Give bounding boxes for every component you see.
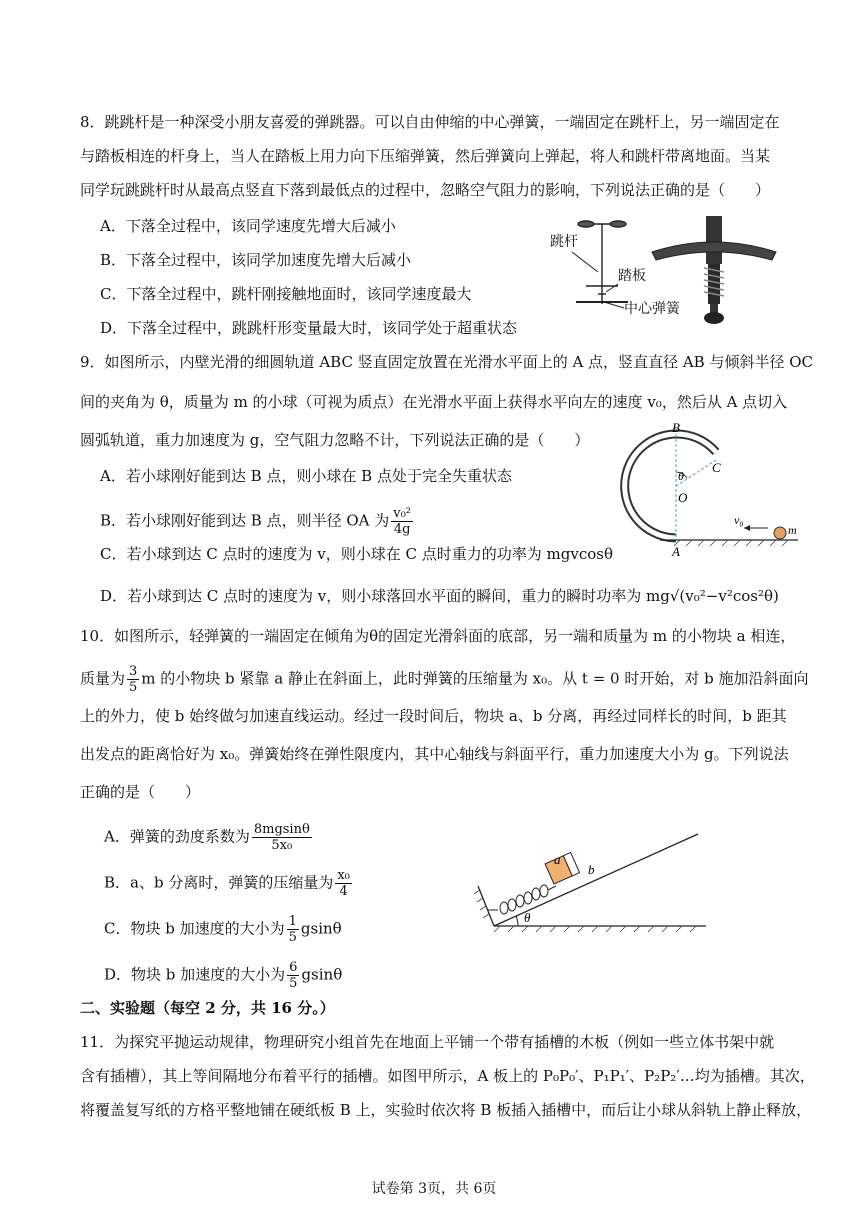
q10-stem-line-1: 10．如图所示，轻弹簧的一端固定在倾角为θ的固定光滑斜面的底部，另一端和质量为 m 的小物块 a 相连， — [80, 627, 796, 645]
spring-coils — [488, 885, 556, 914]
q10-stem-line-5: 正确的是（ ） — [80, 783, 201, 801]
frac-denominator: 4 — [339, 884, 348, 899]
q9-option-c: C．若小球到达 C 点时的速度为 v，则小球在 C 点时重力的功率为 mgvcosθ — [100, 545, 613, 563]
frac-denominator: 4g — [393, 522, 411, 537]
q8-pogo-figure — [540, 212, 800, 332]
q10-stem-2-pre: 质量为 — [80, 669, 126, 688]
label-theta: θ — [678, 469, 684, 483]
q10-option-c — [104, 914, 342, 945]
frac-denominator: 5 — [129, 680, 138, 695]
page-footer: 试卷第 3页，共 6页 — [371, 1181, 497, 1197]
q10-stem-line-4: 出发点的距离恰好为 x₀。弹簧始终在弹性限度内，其中心轴线与斜面平行，重力加速度大小为 g。下列说法 — [80, 745, 789, 763]
ball — [774, 527, 786, 539]
q8-option-a: A．下落全过程中，该同学速度先增大后减小 — [100, 217, 396, 235]
frac-numerator: 8mgsinθ — [253, 822, 310, 837]
q10-incline-figure — [470, 830, 710, 940]
label-B: B — [672, 420, 680, 435]
section-heading-experiments: 二、实验题（每空 2 分，共 16 分。） — [80, 999, 335, 1017]
q9-stem-line-3: 圆弧轨道，重力加速度为 g，空气阻力忽略不计，下列说法正确的是（ ） — [80, 431, 590, 449]
q10-option-d-post: gsinθ — [301, 965, 343, 984]
frac-numerator: 6 — [289, 960, 298, 975]
label-v0: v₀ — [734, 513, 744, 527]
q8-stem-line-3: 同学玩跳跳杆时从最高点竖直下落到最低点的过程中，忽略空气阻力的影响，下列说法正确的是（ ） — [80, 181, 771, 199]
q8-option-c: C．下落全过程中，跳杆刚接触地面时，该同学速度最大 — [100, 285, 472, 303]
q10-option-b — [104, 868, 354, 899]
frac-numerator: 3 — [129, 664, 138, 679]
q10-option-b-fraction — [335, 868, 352, 899]
q10-option-d-text: D．物块 b 加速度的大小为 — [104, 965, 286, 984]
frac-numerator: x₀ — [337, 868, 350, 883]
frac-denominator: 5x₀ — [271, 838, 293, 853]
q9-option-a: A．若小球刚好能到达 B 点，则小球在 B 点处于完全失重状态 — [100, 467, 512, 485]
q8-option-d: D．下落全过程中，跳跳杆形变量最大时，该同学处于超重状态 — [100, 319, 518, 337]
q11-line-1: 11．为探究平抛运动规律，物理研究小组首先在地面上平铺一个带有插槽的木板（例如一些立体书架中就 — [80, 1033, 775, 1051]
pogo-small-sketch — [576, 221, 628, 304]
q9-stem-line-1: 9．如图所示，内壁光滑的细圆轨道 ABC 竖直固定放置在光滑水平面上的 A 点，竖直直径 AB 与倾斜半径 OC — [80, 353, 813, 371]
q9-stem-line-2: 间的夹角为 θ，质量为 m 的小球（可视为质点）在光滑水平面上获得水平向左的速度 v₀，然后从 A 点切入 — [80, 393, 788, 411]
q10-option-a-fraction — [252, 822, 312, 853]
frac-numerator: 1 — [288, 914, 297, 929]
q9-option-b-fraction — [391, 506, 413, 537]
frac-numerator: v₀² — [393, 506, 412, 521]
label-A: A — [672, 544, 680, 559]
q10-option-c-fraction — [287, 914, 299, 945]
q10-stem-line-3: 上的外力，使 b 始终做匀加速直线运动。经过一段时间后，物块 a、b 分离，再经过同样长的时间，b 距其 — [80, 707, 787, 725]
frac-denominator: 5 — [288, 930, 297, 945]
q9-option-d: D．若小球到达 C 点时的速度为 v，则小球落回水平面的瞬间，重力的瞬时功率为 mg√(v₀²−v²cos²θ) — [100, 587, 779, 605]
label-O: O — [678, 490, 688, 505]
label-theta: θ — [524, 910, 531, 925]
q10-stem-line-2 — [80, 664, 809, 695]
q10-option-d-fraction — [287, 960, 299, 991]
q8-stem-line-1: 8．跳跳杆是一种深受小朋友喜爱的弹跳器。可以自由伸缩的中心弹簧，一端固定在跳杆上，另一端固定在 — [80, 113, 780, 131]
label-pole: 跳杆 — [550, 235, 578, 250]
q10-stem-2-post: m 的小物块 b 紧靠 a 静止在斜面上，此时弹簧的压缩量为 x₀。从 t = 0 时开始，对 b 施加沿斜面向 — [141, 669, 809, 688]
q9-option-b — [100, 506, 415, 537]
label-a: a — [554, 852, 561, 867]
label-spring: 中心弹簧 — [624, 302, 680, 317]
q9-option-b-text: B．若小球刚好能到达 B 点，则半径 OA 为 — [100, 511, 390, 530]
q10-option-a — [104, 822, 314, 853]
q8-stem-line-2: 与踏板相连的杆身上，当人在踏板上用力向下压缩弹簧，然后弹簧向上弹起，将人和跳杆带离地面。当某 — [80, 147, 771, 165]
q8-option-b: B．下落全过程中，该同学加速度先增大后减小 — [100, 251, 412, 269]
q10-option-d — [104, 960, 342, 991]
q11-line-2: 含有插槽），其上等间隔地分布着平行的插槽。如图甲所示，A 板上的 P₀P₀′、P₁P₁′、P₂P₂′…均为插槽。其次， — [80, 1067, 815, 1085]
q11-line-3: 将覆盖复写纸的方格平整地铺在硬纸板 B 上，实验时依次将 B 板插入插槽中，而后让小球从斜轨上静止释放， — [80, 1101, 812, 1119]
frac-denominator: 5 — [289, 976, 298, 991]
label-m: m — [788, 523, 797, 537]
q10-option-a-text: A．弹簧的劲度系数为 — [104, 827, 250, 846]
q9-track-figure — [620, 420, 800, 560]
label-C: C — [712, 460, 721, 475]
q10-option-c-text: C．物块 b 加速度的大小为 — [104, 919, 285, 938]
q10-option-c-post: gsinθ — [300, 919, 342, 938]
label-pedal: 踏板 — [618, 269, 646, 284]
label-b: b — [588, 862, 595, 877]
q10-mass-fraction — [127, 664, 139, 695]
q10-option-b-text: B．a、b 分离时，弹簧的压缩量为 — [104, 873, 334, 892]
